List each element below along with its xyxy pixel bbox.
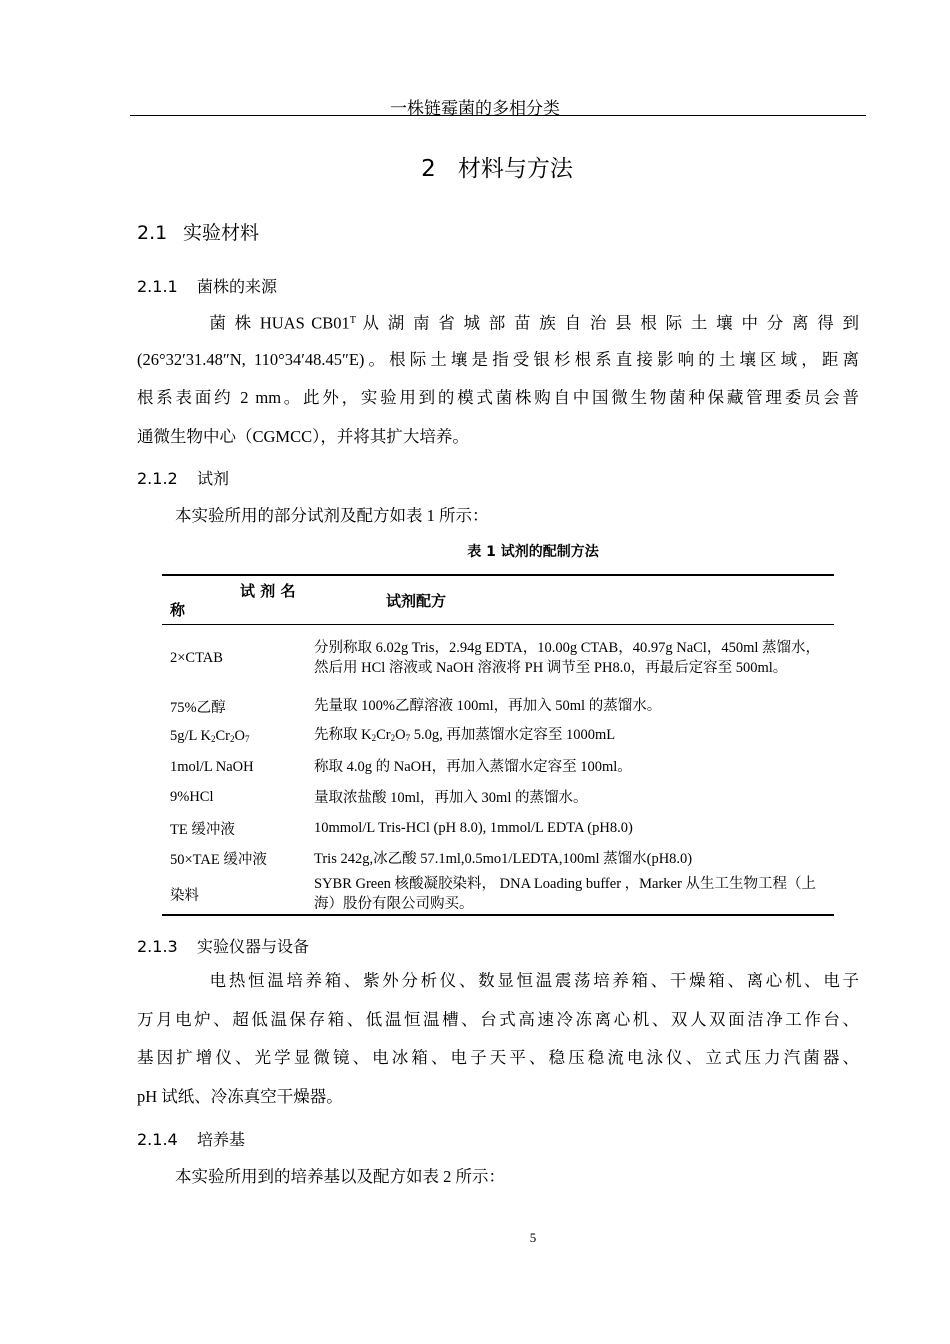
reagent-name: 50×TAE 缓冲液 [170,852,267,869]
reagent-name: 2×CTAB [170,649,223,666]
subsection-number: 2.1.2 [137,469,178,488]
section-title: 实验材料 [183,222,260,244]
header-reagent-name-cont: 称 [170,601,186,619]
section-heading-2-1 [137,218,259,245]
subsection-title: 菌株的来源 [197,277,278,296]
table-row [162,752,834,783]
paragraph-line: 基因扩增仪、光学显微镜、电冰箱、电子天平、稳压稳流电泳仪、立式压力汽菌器、 [137,1048,859,1067]
subsection-number: 2.1.3 [137,937,178,956]
subsection-heading-2-1-1 [137,274,277,297]
table-caption: 表 1 试剂的配制方法 [467,544,599,560]
reagent-name: 染料 [170,887,199,904]
paragraph-line: 根系表面约 2 mm。此外，实验用到的模式菌株购自中国微生物菌种保藏管理委员会普 [137,388,859,407]
reagent-formula: 先量取 100%乙醇溶液 100ml，再加入 50ml 的蒸馏水。 [314,698,662,715]
subsection-number: 2.1.4 [137,1130,178,1149]
table-row [162,813,834,844]
strain-source-paragraph [137,302,859,456]
section-number: 2.1 [137,222,168,244]
paragraph-text: 电热恒温培养箱、紫外分析仪、数显恒温震荡培养箱、干燥箱、离心机、电子 [207,971,859,990]
table-row [162,625,834,691]
reagent-formula: Tris 242g,冰乙酸 57.1ml,0.5mo1/LEDTA,100ml 蒸馏水(pH8.0) [314,850,693,867]
equipment-paragraph [137,962,859,1116]
reagent-formula: 10mmol/L Tris-HCl (pH 8.0), 1mmol/L EDTA (pH8.0) [314,820,633,837]
reagent-name: 9%HCl [170,789,214,806]
header-formula: 试剂配方 [386,592,447,610]
subsection-heading-2-1-2 [137,466,229,489]
header-reagent-name: 试 剂 名 [240,582,296,600]
reagent-formula: 量取浓盐酸 10ml，再加入 30ml 的蒸馏水。 [314,789,588,806]
running-header: 一株链霉菌的多相分类 [390,99,560,119]
type-strain-superscript: T [349,315,356,326]
subsection-title: 实验仪器与设备 [197,937,310,956]
reagent-intro: 本实验所用的部分试剂及配方如表 1 所示： [175,506,489,525]
reagent-name: 75%乙醇 [170,699,226,716]
table-row [162,691,834,722]
subsection-heading-2-1-3 [137,934,309,957]
reagent-formula: SYBR Green 核酸凝胶染料， DNA Loading buffer ，Marker 从生工生物工程（上海）股份有限公司购买。 [314,876,816,912]
table-bottom-rule [162,914,834,916]
paragraph-line: pH 试纸、冷冻真空干燥器。 [137,1086,343,1106]
table-row [162,874,834,914]
subsection-heading-2-1-4 [137,1127,245,1150]
reagent-table [162,574,834,916]
paragraph-line: 万月电炉、超低温保存箱、低温恒温槽、台式高速冷冻离心机、双人双面洁净工作台、 [137,1009,859,1029]
chapter-number: 2 [421,156,436,182]
strain-name: 菌 株 HUAS CB01 [207,313,350,333]
subsection-title: 培养基 [197,1130,246,1149]
table-row [162,783,834,814]
paragraph-line [137,302,859,341]
chapter-title: 材料与方法 [457,156,573,182]
paragraph-line: 通微生物中心（CGMCC），并将其扩大培养。 [137,426,469,446]
paragraph-line: (26°32′31.48″N, 110°34′48.45″E)。根际土壤是指受银杉根系直接影响的土壤区域，距离 [137,349,859,369]
reagent-name: 5g/L $K_2Cr_2O_7$ [170,728,250,745]
paragraph-line [137,962,859,1001]
header-divider [130,115,866,116]
medium-intro: 本实验所用到的培养基以及配方如表 2 所示： [175,1167,505,1186]
paragraph-text: 从 湖 南 省 城 部 苗 族 自 治 县 根 际 土 壤 中 分 离 得 到 [356,313,860,333]
reagent-name: TE 缓冲液 [170,821,235,838]
reagent-formula: 称取 4.0g 的 NaOH，再加入蒸馏水定容至 100ml。 [314,759,632,776]
reagent-formula: 分别称取 6.02g Tris，2.94g EDTA，10.00g CTAB，40.97g NaCl，450ml 蒸馏水，然后用 HCl 溶液或 NaOH 溶液将 PH 调节至 PH8.0，再最后定容至 500ml。 [314,640,821,676]
reagent-formula: 先称取 $K_2Cr_2O_7$ 5.0g, 再加蒸馏水定容至 1000mL [314,727,616,744]
reagent-name: 1mol/L NaOH [170,758,254,775]
chapter-heading [0,150,950,183]
table-header [162,576,834,624]
table-row [162,844,834,875]
subsection-title: 试剂 [197,469,230,488]
table-row [162,722,834,753]
subsection-number: 2.1.1 [137,277,178,296]
page-number: 5 [529,1230,537,1245]
